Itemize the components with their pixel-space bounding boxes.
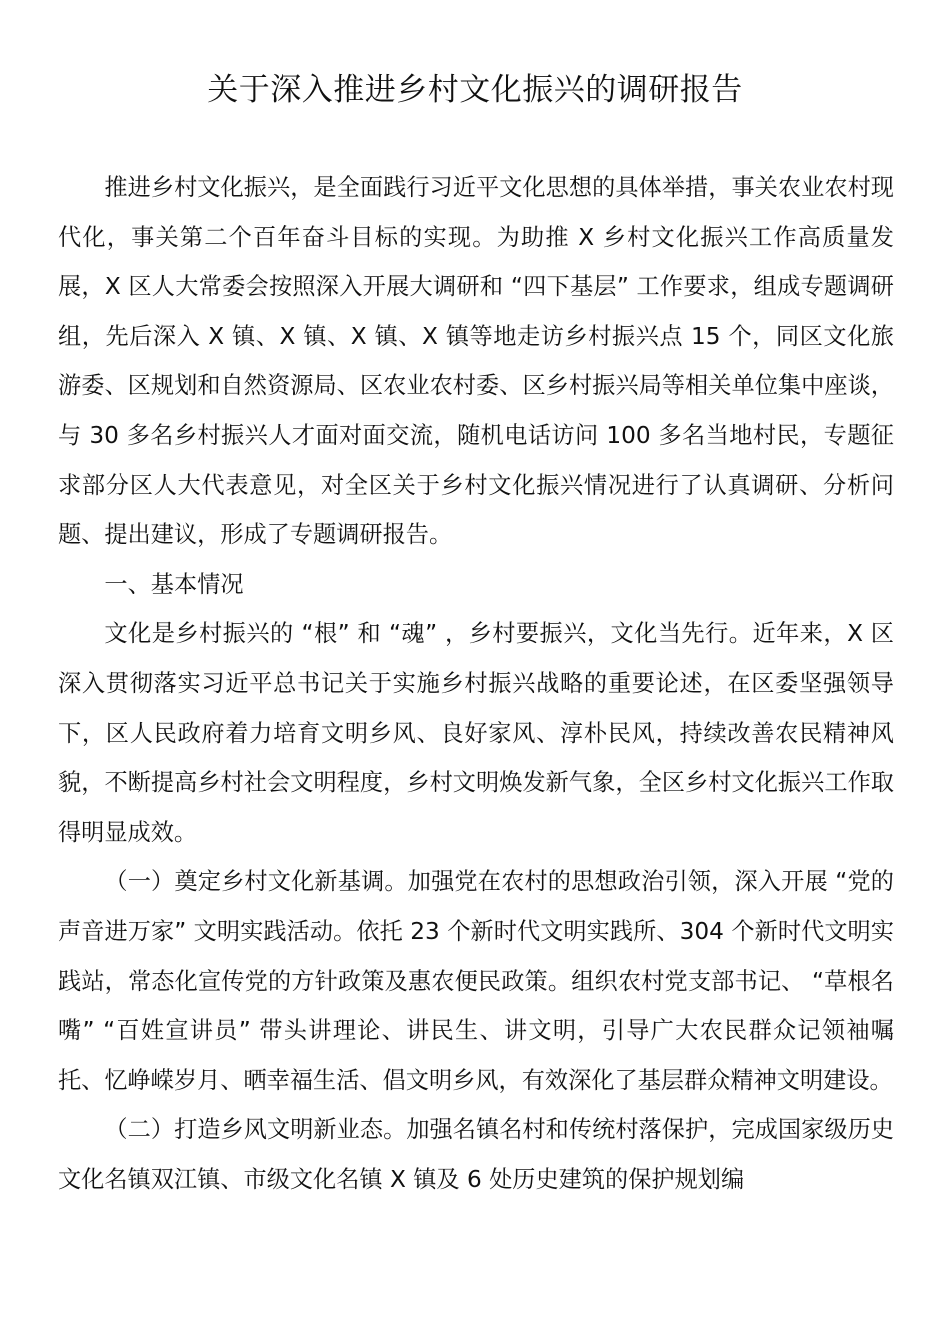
document-body [58, 163, 894, 1204]
subsection-two-paragraph: （二）打造乡风文明新业态。加强名镇名村和传统村落保护，完成国家级历史文化名镇双江镇、市级文化名镇 X 镇及 6 处历史建筑的保护规划编 [58, 1116, 894, 1193]
section-heading-basic-situation: 一、基本情况 [104, 570, 244, 598]
subsection-one-paragraph: （一）奠定乡村文化新基调。加强党在农村的思想政治引领，深入开展 “党的声音进万家” 文明实践活动。依托 23 个新时代文明实践所、304 个新时代文明实践站，常态化宣传党的方针政策及惠农便民政策。组织农村党支部书记、 “草根名嘴” “百姓宣讲员” 带头讲理论、讲民生、讲文明，引导广大农民群众记领袖嘱托、忆峥嵘岁月、晒幸福生活、倡文明乡风，有效深化了基层群众精神文明建设。 [58, 868, 894, 1094]
basic-situation-paragraph: 文化是乡村振兴的 “根” 和 “魂” ，乡村要振兴，文化当先行。近年来，X 区深入贯彻落实习近平总书记关于实施乡村振兴战略的重要论述，在区委坚强领导下，区人民政府着力培育文明乡风、良好家风、淳朴民风，持续改善农民精神风貌，不断提高乡村社会文明程度，乡村文明焕发新气象，全区乡村文化振兴工作取得明显成效。 [58, 620, 894, 846]
document-title: 关于深入推进乡村文化振兴的调研报告 [207, 72, 743, 108]
intro-paragraph: 推进乡村文化振兴，是全面践行习近平文化思想的具体举措，事关农业农村现代化，事关第二个百年奋斗目标的实现。为助推 X 乡村文化振兴工作高质量发展，X 区人大常委会按照深入开展大调研和 “四下基层” 工作要求，组成专题调研组，先后深入 X 镇、X 镇、X 镇、X 镇等地走访乡村振兴点 15 个，同区文化旅游委、区规划和自然资源局、区农业农村委、区乡村振兴局等相关单位集中座谈，与 30 多名乡村振兴人才面对面交流，随机电话访问 100 多名当地村民，专题征求部分区人大代表意见，对全区关于乡村文化振兴情况进行了认真调研、分析问题、提出建议，形成了专题调研报告。 [58, 174, 894, 549]
